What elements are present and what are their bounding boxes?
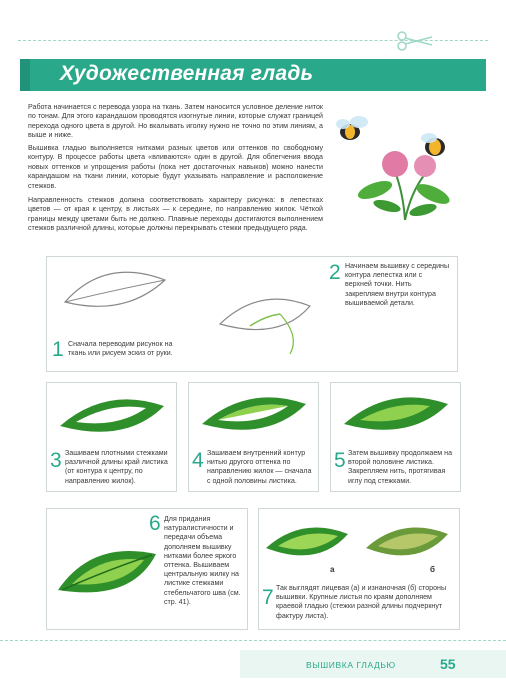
- leaf-embroidery-5: [340, 390, 452, 442]
- step-text-7: Так выглядят лицевая (а) и изнаночная (б) стороны вышивки. Крупные листья по краям дополняем краевой гладью (стежки разной длины подчеркнут фактуру листа).: [276, 584, 447, 620]
- intro-paragraph-2: Вышивка гладью выполняется нитками разных цветов или оттенков по свободному контуру. В процессе работы цвета «вливаются» один в другой. Для облегчения ввода новых оттенков и упрощения работы (пока нет достаточных навыков) можно нанести карандашом на ткани линии, которые будут указывать направление и расположение стежков.: [28, 144, 323, 190]
- title-banner: [20, 59, 486, 91]
- footer-section-title: ВЫШИВКА ГЛАДЬЮ: [306, 660, 396, 670]
- step-number-1: 1: [52, 338, 64, 361]
- step-number-3: 3: [50, 449, 62, 472]
- intro-paragraph-3: Направленность стежков должна соответствовать характеру рисунка: в лепестках цветов — от края к центру, в листьях — к середине, по направлению жилок. Чёткой границы между цветами быть не должно. Плавные переходы достигаются выполнением стежков различной длины, которые должны перекрывать стежки предыдущего ряда.: [28, 196, 323, 233]
- leaf-sketch-2: [210, 286, 320, 356]
- step-number-2: 2: [329, 261, 341, 284]
- label-b: б: [430, 565, 435, 574]
- step-number-6: 6: [149, 512, 161, 535]
- step-number-4: 4: [192, 449, 204, 472]
- leaf-sketch-1: [55, 262, 175, 322]
- step-text-6: Для придания натуралистичности и передачи объема дополняем вышивку нитками более яркого оттенка. Вышиваем центральную жилку на листике стежками стебельчатого шва (см. стр. 41).: [164, 515, 241, 606]
- scissors-icon: [396, 30, 436, 52]
- clover-bees-illustration: [325, 102, 475, 222]
- label-a: а: [330, 565, 335, 574]
- step-number-7: 7: [262, 586, 274, 609]
- step-text-4: Зашиваем внутренний контур нитью другого оттенка по направлению жилок — сначала с одной половины листика.: [207, 449, 312, 485]
- leaf-embroidery-4: [198, 390, 310, 442]
- step-number-5: 5: [334, 449, 346, 472]
- bottom-dashed-line: [0, 640, 506, 641]
- leaf-embroidery-3: [56, 392, 168, 444]
- leaf-embroidery-6: [52, 540, 162, 606]
- page-title: Художественная гладь: [60, 62, 314, 85]
- step-text-1: Сначала переводим рисунок на ткань или рисуем эскиз от руки.: [68, 340, 173, 358]
- step-text-3: Зашиваем плотными стежками различной длины край листика (от контура к центру, по направлению жилок).: [65, 449, 168, 485]
- step-text-2: Начинаем вышивку с середины контура лепестка или с верхней точки. Нить закрепляем внутри контура вышиваемой детали.: [345, 262, 450, 307]
- leaf-front-side: [262, 520, 352, 570]
- step-text-5: Затем вышивку продолжаем на второй половине листика. Закрепляем нить, протягивая иглу под стежками.: [348, 449, 453, 485]
- page-number: 55: [440, 656, 456, 672]
- leaf-back-side: [362, 520, 452, 570]
- intro-paragraph-1: Работа начинается с перевода узора на ткань. Затем наносится условное деление ниток по тонам. Для этого карандашом проводятся изогнутые линии, которые служат границей перехода одного цвета в другой. Но вкалывать иголку нужно не точно по этим линиям, а выше и ниже.: [28, 103, 323, 140]
